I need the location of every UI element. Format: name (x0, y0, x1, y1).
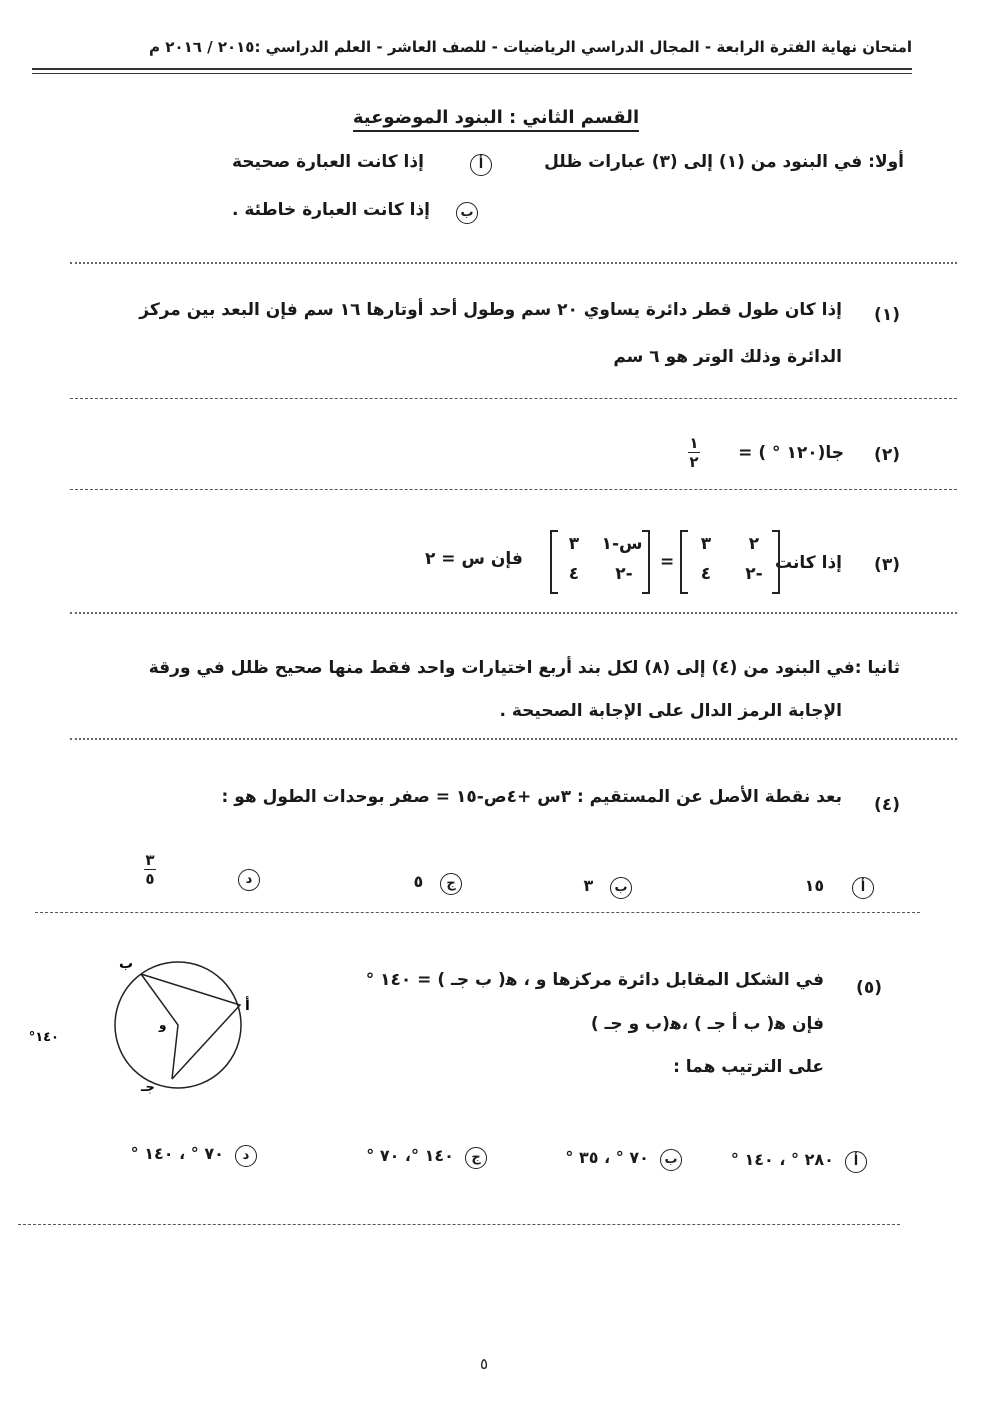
separator (70, 612, 957, 614)
header-rule-thin (32, 73, 912, 74)
q5-text-line2: فإن ﻫ( ب أ جـ ) ،ﻫ(ب و جـ ) (590, 1014, 824, 1034)
true-statement-label: إذا كانت العبارة صحيحة (232, 152, 424, 172)
q1-number: (١) (874, 305, 900, 325)
q3-suffix: فإن س = ٢ (425, 549, 523, 569)
q3-number: (٣) (874, 555, 900, 575)
q4-option-c: ج ٥ (414, 872, 462, 895)
label-angle: ١٤٠° (28, 1030, 59, 1045)
q4-number: (٤) (874, 795, 900, 815)
separator (70, 262, 957, 264)
page-number: ٥ (480, 1355, 489, 1373)
q2-expression: جا(١٢٠ ° ) = (738, 443, 844, 463)
separator (70, 398, 957, 399)
label-center: و (159, 1018, 167, 1032)
separator (70, 738, 957, 740)
q2-fraction: ١ ٢ (689, 434, 699, 471)
q3-equals: = (660, 552, 675, 572)
part1-instruction: أولا: في البنود من (١) إلى (٣) عبارات ظلل (544, 152, 904, 172)
q5-option-a: أ ٢٨٠ ° ، ١٤٠ ° (731, 1150, 867, 1173)
q5-number: (٥) (856, 978, 882, 998)
part2-instruction-line1: ثانيا :في البنود من (٤) إلى (٨) لكل بند أربع اختيارات واحد فقط منها صحيح ظلل في ورقة (148, 658, 900, 678)
label-a: أ (245, 998, 250, 1014)
separator (35, 912, 920, 913)
q5-text-line1: في الشكل المقابل دائرة مركزها و ، ﻫ( ب جـ ) = ١٤٠ ° (365, 970, 824, 990)
q4-option-b: ب ٣ (584, 876, 632, 899)
label-b: ب (119, 956, 134, 972)
separator (18, 1224, 900, 1225)
q4-option-d-fraction: ٣ ٥ (145, 851, 155, 888)
option-b-symbol: ب (456, 202, 478, 224)
label-c: جـ (141, 1080, 155, 1095)
matrix-right: ٢ ٣ ٢- ٤ (680, 530, 780, 594)
q1-text-line2: الدائرة وذلك الوتر هو ٦ سم (613, 347, 842, 367)
q5-text-line3: على الترتيب هما : (673, 1057, 824, 1077)
header-rule (32, 68, 912, 70)
q4-option-a: أ ١٥ (805, 876, 874, 899)
q4-text: بعد نقطة الأصل عن المستقيم : ٣س +٤ص-١٥ = صفر بوحدات الطول هو : (221, 787, 842, 807)
q5-option-c: ج ١٤٠ °، ٧٠ ° (366, 1146, 487, 1169)
page-header: امتحان نهاية الفترة الرابعة - المجال الدراسي الرياضيات - للصف العاشر - العلم الدراسي :٢٠١٥ / ٢٠١٦ م (149, 38, 912, 56)
q5-option-d: د ٧٠ ° ، ١٤٠ ° (131, 1144, 257, 1167)
q3-prefix: إذا كانت (775, 553, 842, 573)
section-title: القسم الثاني : البنود الموضوعية (0, 107, 992, 128)
q4-option-d-symbol: د (238, 868, 260, 891)
option-a-symbol: أ (470, 154, 492, 176)
circle-figure (28, 955, 265, 1095)
part2-instruction-line2: الإجابة الرمز الدال على الإجابة الصحيحة . (499, 701, 842, 721)
separator (70, 489, 957, 490)
q2-number: (٢) (874, 445, 900, 465)
matrix-left: س-١ ٣ ٢- ٤ (550, 530, 650, 594)
q5-option-b: ب ٧٠ ° ، ٣٥ ° (565, 1148, 682, 1171)
q1-text-line1: إذا كان طول قطر دائرة يساوي ٢٠ سم وطول أحد أوتارها ١٦ سم فإن البعد بين مركز (139, 300, 842, 320)
false-statement-label: إذا كانت العبارة خاطئة . (232, 200, 431, 220)
